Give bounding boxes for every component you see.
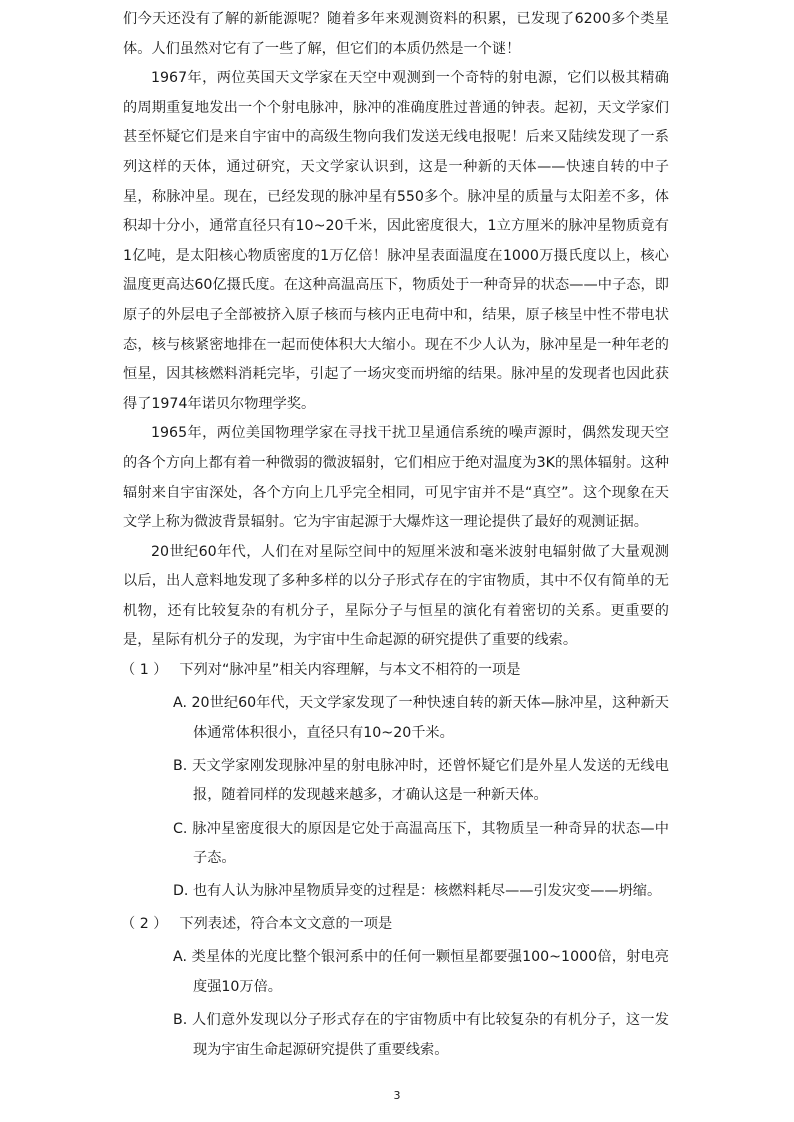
question-2-option-a: A. 类星体的光度比整个银河系中的任何一颗恒星都要强100~1000倍，射电亮度强10万倍。 bbox=[173, 949, 669, 995]
question-1-option-c: C. 脉冲星密度很大的原因是它处于高温高压下，其物质呈一种奇异的状态—中子态。 bbox=[173, 820, 669, 867]
article-body bbox=[123, 5, 669, 1069]
question-2-stem bbox=[121, 910, 669, 940]
question-1-text: 下列对“脉冲星”相关内容理解，与本文不相符的一项是 bbox=[179, 662, 521, 679]
paragraph-3: 1965年，两位美国物理学家在寻找干扰卫星通信系统的噪声源时，偶然发现天空的各个方向上都有着一种微弱的微波辐射，它们相应于绝对温度为3K的黑体辐射。这种辐射来自宇宙深处，各个方向上几乎完全相同，可见宇宙并不是“真空”。这个现象在天文学上称为微波背景辐射。它为宇宙起源于大爆炸这一理论提供了最好的观测证据。 bbox=[123, 425, 669, 531]
question-1-stem bbox=[121, 656, 669, 686]
question-1-number: （ 1 ） bbox=[121, 662, 168, 679]
question-1-option-a: A. 20世纪60年代，天文学家发现了一种快速自转的新天体—脉冲星，这种新天体通常体积很小，直径只有10~20千米。 bbox=[173, 695, 669, 741]
paragraph-1: 们今天还没有了解的新能源呢？随着多年来观测资料的积累，已发现了6200多个类星体。人们虽然对它有了一些了解，但它们的本质仍然是一个谜！ bbox=[123, 11, 669, 57]
question-1-option-d: D. 也有人认为脉冲星物质异变的过程是：核燃料耗尽——引发灾变——坍缩。 bbox=[173, 883, 662, 900]
paragraph-4: 20世纪60年代，人们在对星际空间中的短厘米波和毫米波射电辐射做了大量观测以后，出人意料地发现了多种多样的以分子形式存在的宇宙物质，其中不仅有简单的无机物，还有比较复杂的有机分子，星际分子与恒星的演化有着密切的关系。更重要的是，星际有机分子的发现，为宇宙中生命起源的研究提供了重要的线索。 bbox=[123, 543, 669, 649]
question-2-text: 下列表述，符合本文文意的一项是 bbox=[179, 916, 393, 933]
question-1-option-b: B. 天文学家刚发现脉冲星的射电脉冲时，还曾怀疑它们是外星人发送的无线电报，随着同样的发现越来越多，才确认这是一种新天体。 bbox=[173, 757, 669, 804]
page-number: 3 bbox=[393, 1089, 401, 1102]
question-1 bbox=[123, 656, 669, 907]
question-2-number: （ 2 ） bbox=[121, 916, 168, 933]
question-2 bbox=[123, 910, 669, 1065]
paragraph-2: 1967年，两位英国天文学家在天空中观测到一个奇特的射电源，它们以极其精确的周期重复地发出一个个射电脉冲，脉冲的准确度胜过普通的钟表。起初，天文学家们甚至怀疑它们是来自宇宙中的高级生物向我们发送无线电报呢！后来又陆续发现了一系列这样的天体，通过研究，天文学家认识到，这是一种新的天体——快速自转的中子星，称脉冲星。现在，已经发现的脉冲星有550多个。脉冲星的质量与太阳差不多，体积却十分小，通常直径只有10~20千米，因此密度很大，1立方厘米的脉冲星物质竟有1亿吨，是太阳核心物质密度的1万亿倍！脉冲星表面温度在1000万摄氏度以上，核心温度更高达60亿摄氏度。在这种高温高压下，物质处于一种奇异的状态——中子态，即原子的外层电子全部被挤入原子核而与核内正电荷中和，结果，原子核呈中性不带电状态，核与核紧密地排在一起而使体积大大缩小。现在不少人认为，脉冲星是一种年老的恒星，因其核燃料消耗完毕，引起了一场灾变而坍缩的结果。脉冲星的发现者也因此获得了1974年诺贝尔物理学奖。 bbox=[123, 70, 669, 412]
question-2-option-b: B. 人们意外发现以分子形式存在的宇宙物质中有比较复杂的有机分子，这一发现为宇宙生命起源研究提供了重要线索。 bbox=[173, 1012, 669, 1058]
